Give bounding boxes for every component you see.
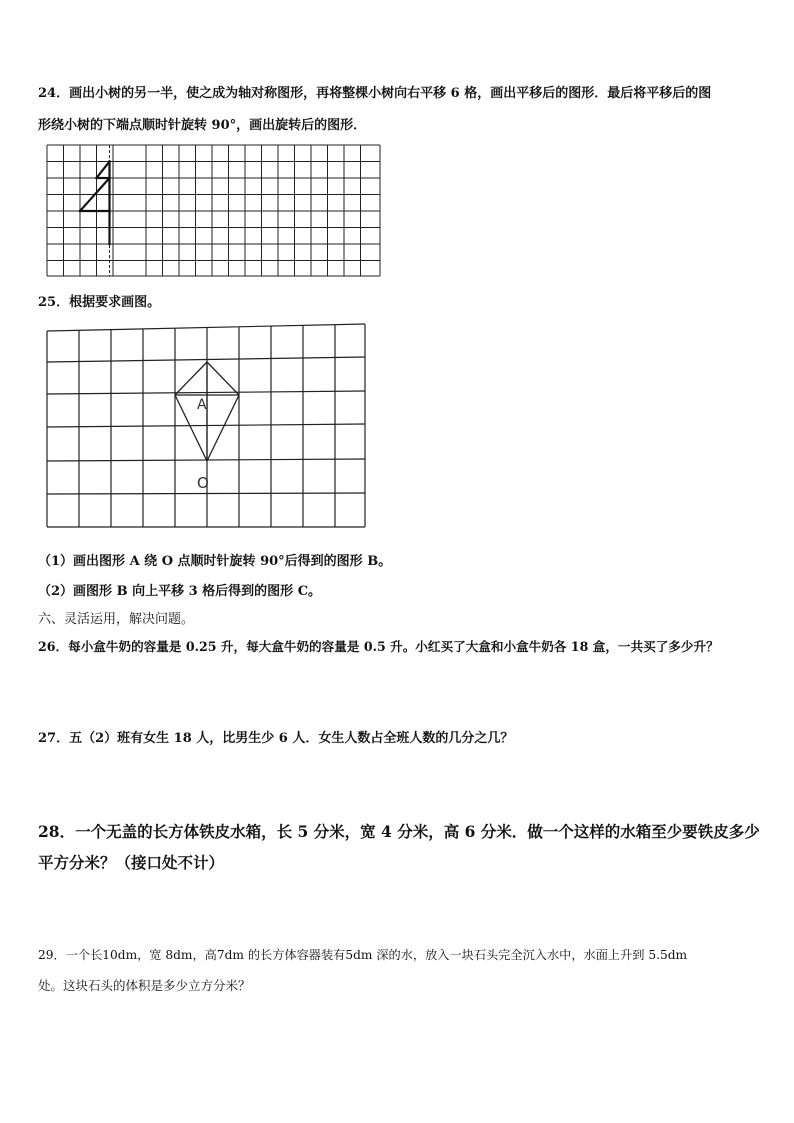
- label-a: A: [197, 397, 207, 413]
- q24-text-line2: 形绕小树的下端点顺时针旋转 90°，画出旋转后的图形．: [38, 118, 367, 133]
- q24-text-line1: 24．画出小树的另一半，使之成为轴对称图形，再将整棵小树向右平移 6 格，画出平移后的图形．最后将平移后的图: [38, 86, 712, 101]
- q25-sub1: （1）画出图形 A 绕 O 点顺时针旋转 90°后得到的图形 B。: [38, 554, 392, 569]
- q25-title: 25．根据要求画图。: [38, 295, 161, 310]
- q24-grid-figure: [44, 143, 384, 277]
- q25-grid-figure: [44, 321, 370, 529]
- q26-text: 26．每小盒牛奶的容量是 0.25 升，每大盒牛奶的容量是 0.5 升。小红买了大盒和小盒牛奶各 18 盒，一共买了多少升？: [38, 639, 719, 654]
- q29-text-line2: 处。这块石头的体积是多少立方分米？: [38, 978, 251, 993]
- label-o: O: [197, 474, 209, 492]
- q27-text: 27．五（2）班有女生 18 人，比男生少 6 人．女生人数占全班人数的几分之几？: [38, 731, 514, 746]
- q28-text-line2: 平方分米？（接口处不计）: [38, 853, 225, 872]
- q28-text-line1: 28．一个无盖的长方体铁皮水箱，长 5 分米，宽 4 分米，高 6 分米．做一个这样的水箱至少要铁皮多少: [38, 822, 760, 841]
- q29-text-line1: 29．一个长10dm，宽 8dm，高7dm 的长方体容器装有5dm 深的水，放入一块石头完全沉入水中，水面上升到 5.5dm: [38, 948, 688, 962]
- section-6-heading: 六、灵活运用，解决问题。: [38, 612, 195, 627]
- q25-sub2: （2）画图形 B 向上平移 3 格后得到的图形 C。: [38, 584, 322, 599]
